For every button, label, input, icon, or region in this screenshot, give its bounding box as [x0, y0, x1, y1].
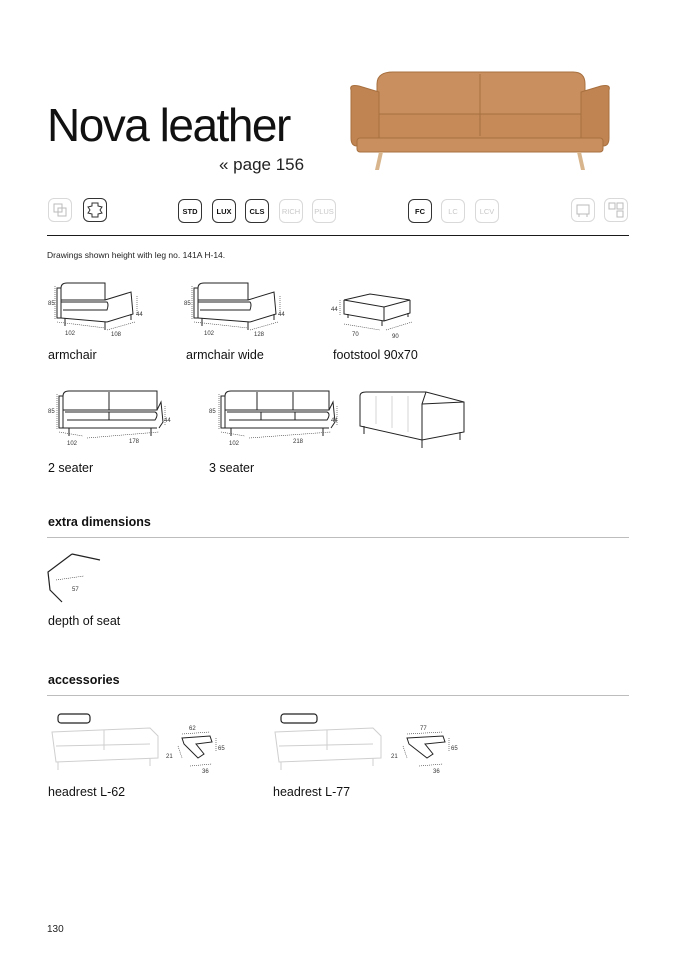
modules-icon [604, 198, 628, 222]
label-2-seater: 2 seater [48, 461, 94, 475]
badge-plus: PLUS [312, 199, 336, 223]
drawing-note: Drawings shown height with leg no. 141A H-14. [47, 250, 226, 260]
dim-depth: 102 [229, 441, 240, 447]
dim-length: 77 [420, 726, 427, 732]
badge-lux: LUX [212, 199, 236, 223]
badge-rich: RICH [279, 199, 303, 223]
dim-height: 85 [48, 409, 55, 415]
dim-height: 85 [184, 301, 191, 307]
dim-depth: 36 [433, 769, 440, 775]
dim-width: 108 [111, 332, 122, 338]
dim-depth: 70 [352, 332, 359, 338]
dim-seat-height: 44 [136, 312, 143, 318]
badge-lcv: LCV [475, 199, 499, 223]
label-headrest-l62: headrest L-62 [48, 785, 126, 799]
dim-height: 85 [48, 301, 55, 307]
badge-lc: LC [441, 199, 465, 223]
headrest-l62-drawing [46, 710, 241, 778]
page-title: Nova leather [47, 99, 290, 151]
armchair-wide-drawing [182, 280, 292, 340]
accessories-divider [47, 695, 629, 696]
dim-depth: 102 [65, 331, 76, 337]
dim-width: 90 [392, 334, 399, 340]
dim-depth: 102 [67, 441, 78, 447]
dim-seat-height: 44 [164, 418, 171, 424]
dim-height: 85 [209, 409, 216, 415]
dim-offset: 21 [166, 754, 173, 760]
page-reference: « page 156 [219, 155, 305, 174]
dim-seat-height: 44 [331, 418, 338, 424]
page-number: 130 [47, 924, 64, 935]
three-seater-drawing [207, 388, 347, 450]
sofa-back-view-drawing [356, 388, 468, 452]
dim-height: 65 [218, 746, 225, 752]
header-divider [47, 235, 629, 236]
dim-height: 65 [451, 746, 458, 752]
label-armchair-wide: armchair wide [186, 348, 264, 362]
label-depth-of-seat: depth of seat [48, 614, 121, 628]
label-headrest-l77: headrest L-77 [273, 785, 351, 799]
badge-fc: FC [408, 199, 432, 223]
footstool-drawing [330, 290, 420, 340]
dim-width: 128 [254, 332, 265, 338]
layered-squares-icon [48, 198, 72, 222]
label-footstool: footstool 90x70 [333, 348, 418, 362]
dim-length: 62 [189, 726, 196, 732]
armchair-drawing [47, 280, 152, 340]
extra-dimensions-heading: extra dimensions [48, 515, 151, 529]
sofa-photo [345, 66, 615, 176]
label-armchair: armchair [48, 348, 97, 362]
dim-height: 44 [331, 307, 338, 313]
two-seater-drawing [47, 388, 177, 450]
seat-depth-drawing [44, 552, 108, 608]
dim-width: 218 [293, 439, 304, 445]
dim-offset: 21 [391, 754, 398, 760]
dim-seat-depth: 57 [72, 587, 79, 593]
accessories-heading: accessories [48, 673, 120, 687]
badge-std: STD [178, 199, 202, 223]
leather-hide-icon [83, 198, 107, 222]
badge-cls: CLS [245, 199, 269, 223]
headrest-l77-drawing [271, 710, 471, 778]
chair-outline-icon [571, 198, 595, 222]
dim-depth: 36 [202, 769, 209, 775]
extra-dimensions-divider [47, 537, 629, 538]
dim-seat-height: 44 [278, 312, 285, 318]
dim-width: 178 [129, 439, 140, 445]
label-3-seater: 3 seater [209, 461, 255, 475]
dim-depth: 102 [204, 331, 215, 337]
